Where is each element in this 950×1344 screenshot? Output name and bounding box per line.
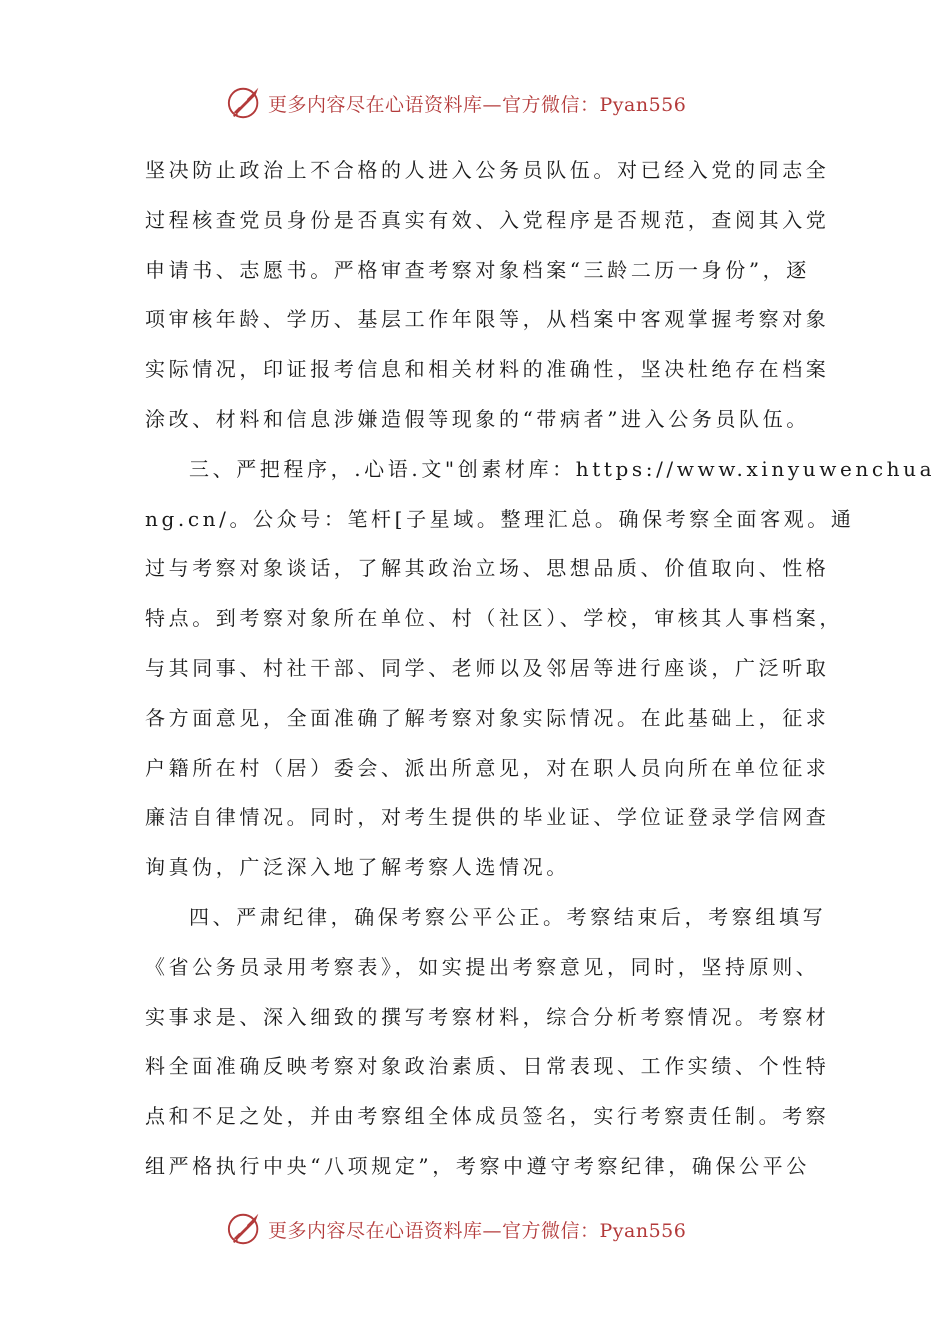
text-line: 询真伪，广泛深入地了解考察人选情况。 [145, 855, 570, 880]
text-line: 实事求是、深入细致的撰写考察材料，综合分析考察情况。考察材 [145, 1004, 830, 1029]
document-body [145, 146, 936, 1192]
text-line: 《省公务员录用考察表》，如实提出考察意见，同时，坚持原则、 [145, 954, 820, 979]
text-line: 过程核查党员身份是否真实有效、入党程序是否规范，查阅其入党 [145, 207, 830, 232]
text-line: 组严格执行中央“八项规定”，考察中遵守考察纪律，确保公平公 [145, 1153, 810, 1178]
text-line: 坚决防止政治上不合格的人进入公务员队伍。对已经入党的同志全 [145, 158, 830, 182]
text-line: 项审核年龄、学历、基层工作年限等，从档案中客观掌握考察对象 [145, 307, 830, 332]
text-line: 料全面准确反映考察对象政治素质、日常表现、工作实绩、个性特 [145, 1054, 830, 1079]
text-line: 与其同事、村社干部、同学、老师以及邻居等进行座谈，广泛听取 [145, 655, 830, 680]
text-line: 实际情况，印证报考信息和相关材料的准确性，坚决杜绝存在档案 [145, 357, 830, 382]
text-line: 涂改、材料和信息涉嫌造假等现象的“带病者”进入公务员队伍。 [145, 406, 810, 431]
quill-pen-logo-icon [226, 1210, 264, 1248]
text-line: ng.cn/。公众号：笔杆[子星域。整理汇总。确保考察全面客观。通 [145, 506, 855, 531]
paragraph-start-line: 四、严肃纪律，确保考察公平公正。考察结束后，考察组填写 [189, 904, 827, 929]
header-banner [226, 82, 746, 124]
text-line: 申请书、志愿书。严格审查考察对象档案“三龄二历一身份”，逐 [145, 257, 810, 282]
text-line: 廉洁自律情况。同时，对考生提供的毕业证、学位证登录学信网查 [145, 805, 830, 830]
paragraph-start-line: 三、严把程序，.心语.文"创素材库：https://www.xinyuwenchua [189, 456, 936, 481]
header-banner-text: 更多内容尽在心语资料库—官方微信：Pyan556 [268, 93, 687, 116]
text-line: 各方面意见，全面准确了解考察对象实际情况。在此基础上，征求 [145, 705, 830, 730]
text-line: 过与考察对象谈话，了解其政治立场、思想品质、价值取向、性格 [145, 556, 830, 581]
footer-banner [226, 1208, 746, 1250]
quill-pen-logo-icon [226, 84, 264, 122]
text-line: 户籍所在村（居）委会、派出所意见，对在职人员向所在单位征求 [145, 755, 830, 780]
text-line: 特点。到考察对象所在单位、村（社区）、学校，审核其人事档案， [145, 606, 843, 631]
footer-banner-text: 更多内容尽在心语资料库—官方微信：Pyan556 [268, 1219, 687, 1242]
text-line: 点和不足之处，并由考察组全体成员签名，实行考察责任制。考察 [145, 1104, 830, 1129]
